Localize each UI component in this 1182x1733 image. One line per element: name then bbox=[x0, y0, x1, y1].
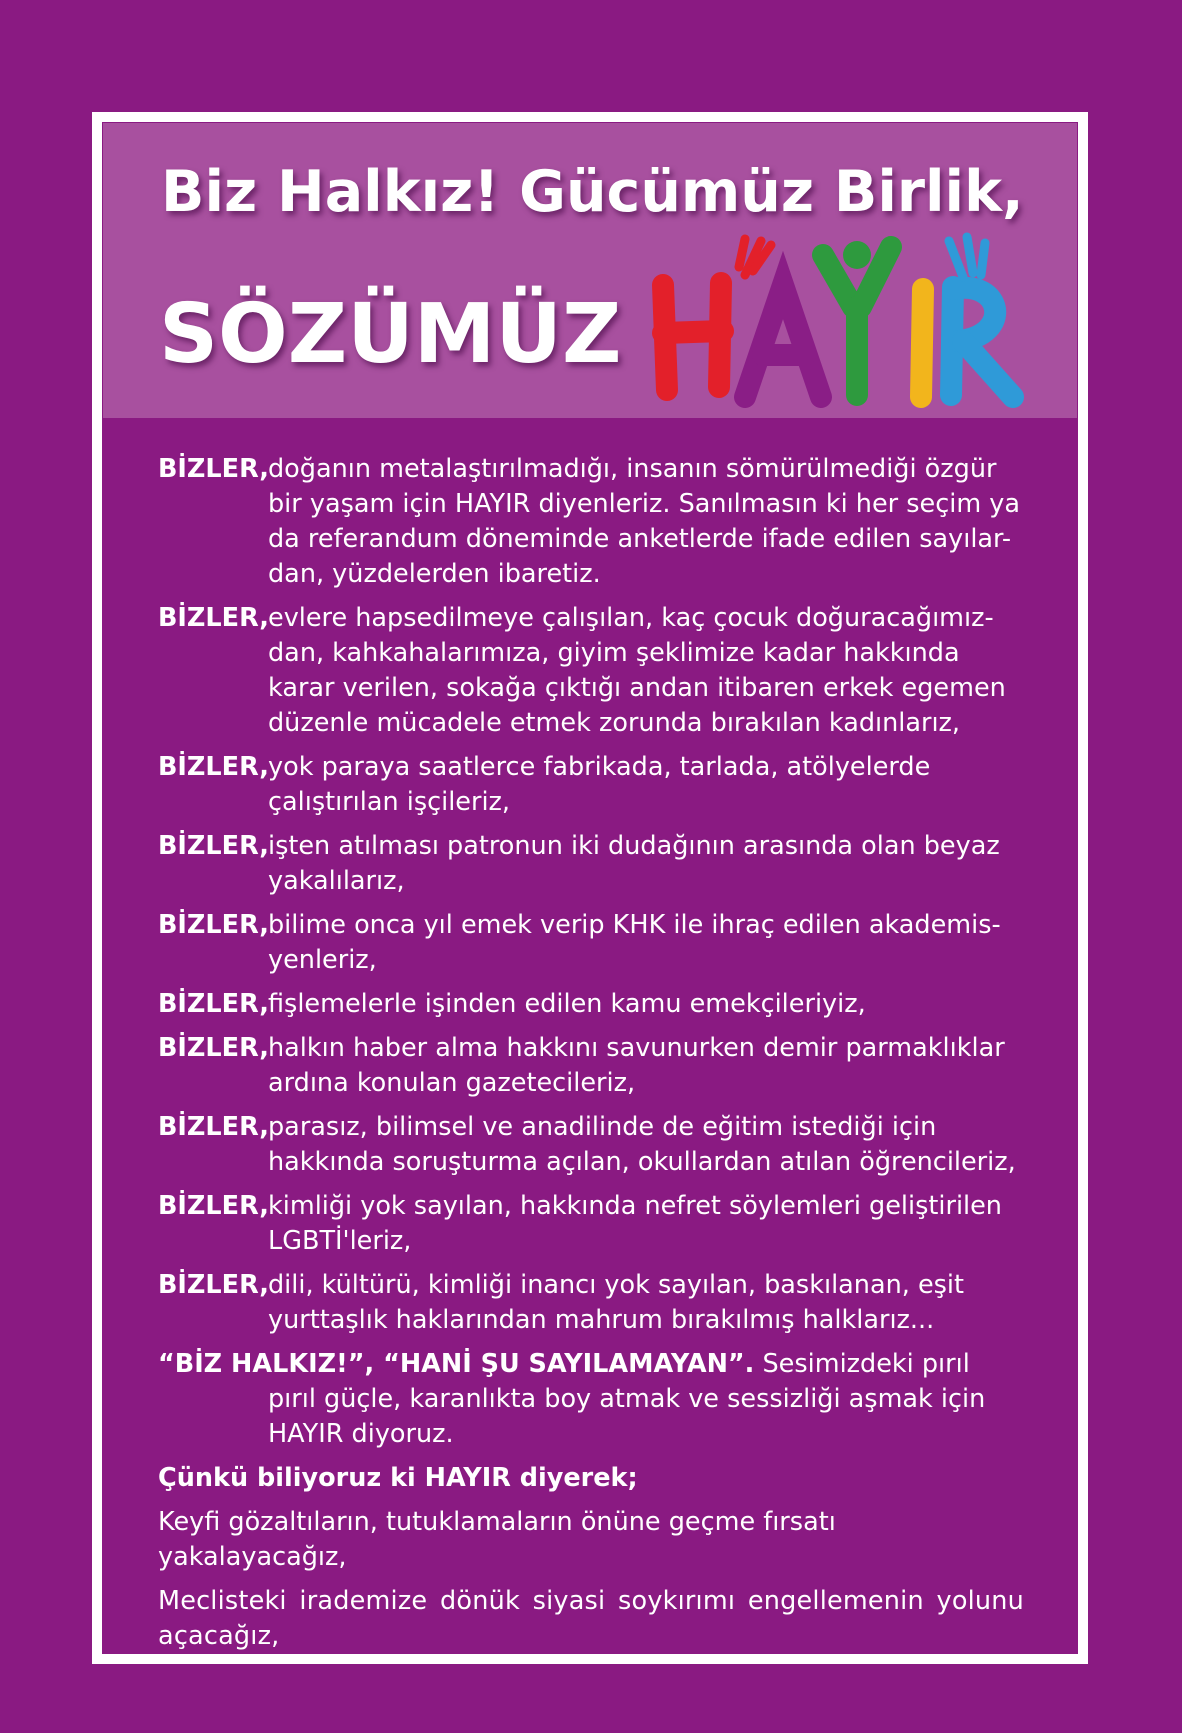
biz-halkiz-paragraph bbox=[158, 1347, 1024, 1452]
bizler-paragraph-2 bbox=[158, 601, 1024, 741]
paragraph-lead: BİZLER, bbox=[158, 1033, 269, 1063]
body-text bbox=[158, 452, 1024, 1663]
paragraph-lead: BİZLER, bbox=[158, 1112, 269, 1142]
bizler-paragraph-9 bbox=[158, 1189, 1024, 1259]
conclusion-heading: Çünkü biliyoruz ki HAYIR diyerek; bbox=[158, 1463, 638, 1493]
title-line-2: SÖZÜMÜZ bbox=[159, 287, 622, 382]
paragraph-text: işten atılması patronun iki dudağının arasında olan beyaz yakalılarız, bbox=[268, 831, 1000, 896]
paragraph-lead: BİZLER, bbox=[158, 989, 269, 1019]
logo-letter-y bbox=[823, 247, 891, 395]
paragraph-text: fişlemelerle işinden edilen kamu emekçileriyiz, bbox=[268, 989, 866, 1019]
paragraph-lead: BİZLER, bbox=[158, 603, 269, 633]
title-banner bbox=[103, 123, 1077, 418]
paragraph-text: evlere hapsedilmeye çalışılan, kaç çocuk doğuracağımız-dan, kahkahalarımıza, giyim şeklimize kadar hakkında karar verilen, sokağa çıktığı andan itibaren erkek egemen düzenle mücadele etmek zorunda bırakılan kadınlarız, bbox=[268, 603, 1006, 738]
bizler-paragraph-8 bbox=[158, 1110, 1024, 1180]
paragraph-lead: BİZLER, bbox=[158, 831, 269, 861]
bizler-paragraph-3 bbox=[158, 750, 1024, 820]
bizler-paragraph-5 bbox=[158, 908, 1024, 978]
bizler-paragraph-4 bbox=[158, 829, 1024, 899]
paragraph-text: bilime onca yıl emek verip KHK ile ihraç edilen akademis-yenleriz, bbox=[268, 910, 1001, 975]
paragraph-lead: BİZLER, bbox=[158, 910, 269, 940]
bizler-paragraph-7 bbox=[158, 1031, 1024, 1101]
quote-text: Sesimizdeki pırıl pırıl güçle, karanlıkta boy atmak ve sessizliği aşmak için HAYIR diyoruz. bbox=[268, 1349, 986, 1449]
paragraph-text: doğanın metalaştırılmadığı, insanın sömürülmediği özgür bir yaşam için HAYIR diyenleriz. Sanılmasın ki her seçim ya da referandum döneminde anketlerde ifade edilen sayılar-dan, yüzdelerden ibaretiz. bbox=[268, 454, 1020, 589]
bizler-paragraph-1 bbox=[158, 452, 1024, 592]
logo-head bbox=[843, 241, 871, 269]
paragraph-lead: BİZLER, bbox=[158, 752, 269, 782]
paragraph-text: dili, kültürü, kimliği inancı yok sayılan, baskılanan, eşit yurttaşlık haklarından mahrum bırakılmış halklarız... bbox=[268, 1270, 964, 1335]
conclusion-line-1: Keyfi gözaltıların, tutuklamaların önüne geçme fırsatı yakalayacağız, bbox=[158, 1507, 836, 1572]
paragraph-lead: BİZLER, bbox=[158, 1270, 269, 1300]
bizler-paragraph-6 bbox=[158, 987, 1024, 1022]
bizler-paragraph-10 bbox=[158, 1268, 1024, 1338]
paragraph-text: halkın haber alma hakkını savunurken demir parmaklıklar ardına konulan gazetecileriz, bbox=[268, 1033, 1005, 1098]
hayir-logo bbox=[633, 215, 1033, 415]
conclusion-line-2: Meclisteki irademize dönük siyasi soykırımı engellemenin yolunu açacağız, bbox=[158, 1586, 1024, 1651]
paragraph-lead: BİZLER, bbox=[158, 1191, 269, 1221]
logo-hand-blue bbox=[949, 237, 985, 277]
logo-letter-i bbox=[921, 289, 923, 397]
paragraph-lead: BİZLER, bbox=[158, 454, 269, 484]
quote-bold: “BİZ HALKIZ!”, “HANİ ŞU SAYILAMAYAN”. bbox=[158, 1349, 755, 1379]
title-line-1: Biz Halkız! Gücümüz Birlik, bbox=[161, 159, 1024, 225]
paragraph-text: kimliği yok sayılan, hakkında nefret söylemleri geliştirilen LGBTİ'leriz, bbox=[268, 1191, 1002, 1256]
logo-hand-red bbox=[739, 239, 771, 275]
logo-letter-h bbox=[663, 283, 723, 390]
paragraph-text: yok paraya saatlerce fabrikada, tarlada, atölyelerde çalıştırılan işçileriz, bbox=[268, 752, 931, 817]
paragraph-text: parasız, bilimsel ve anadilinde de eğitim istediği için hakkında soruşturma açılan, okullardan atılan öğrencileriz, bbox=[268, 1112, 1016, 1177]
logo-letter-r bbox=[951, 287, 1013, 397]
logo-letter-a bbox=[745, 285, 821, 397]
